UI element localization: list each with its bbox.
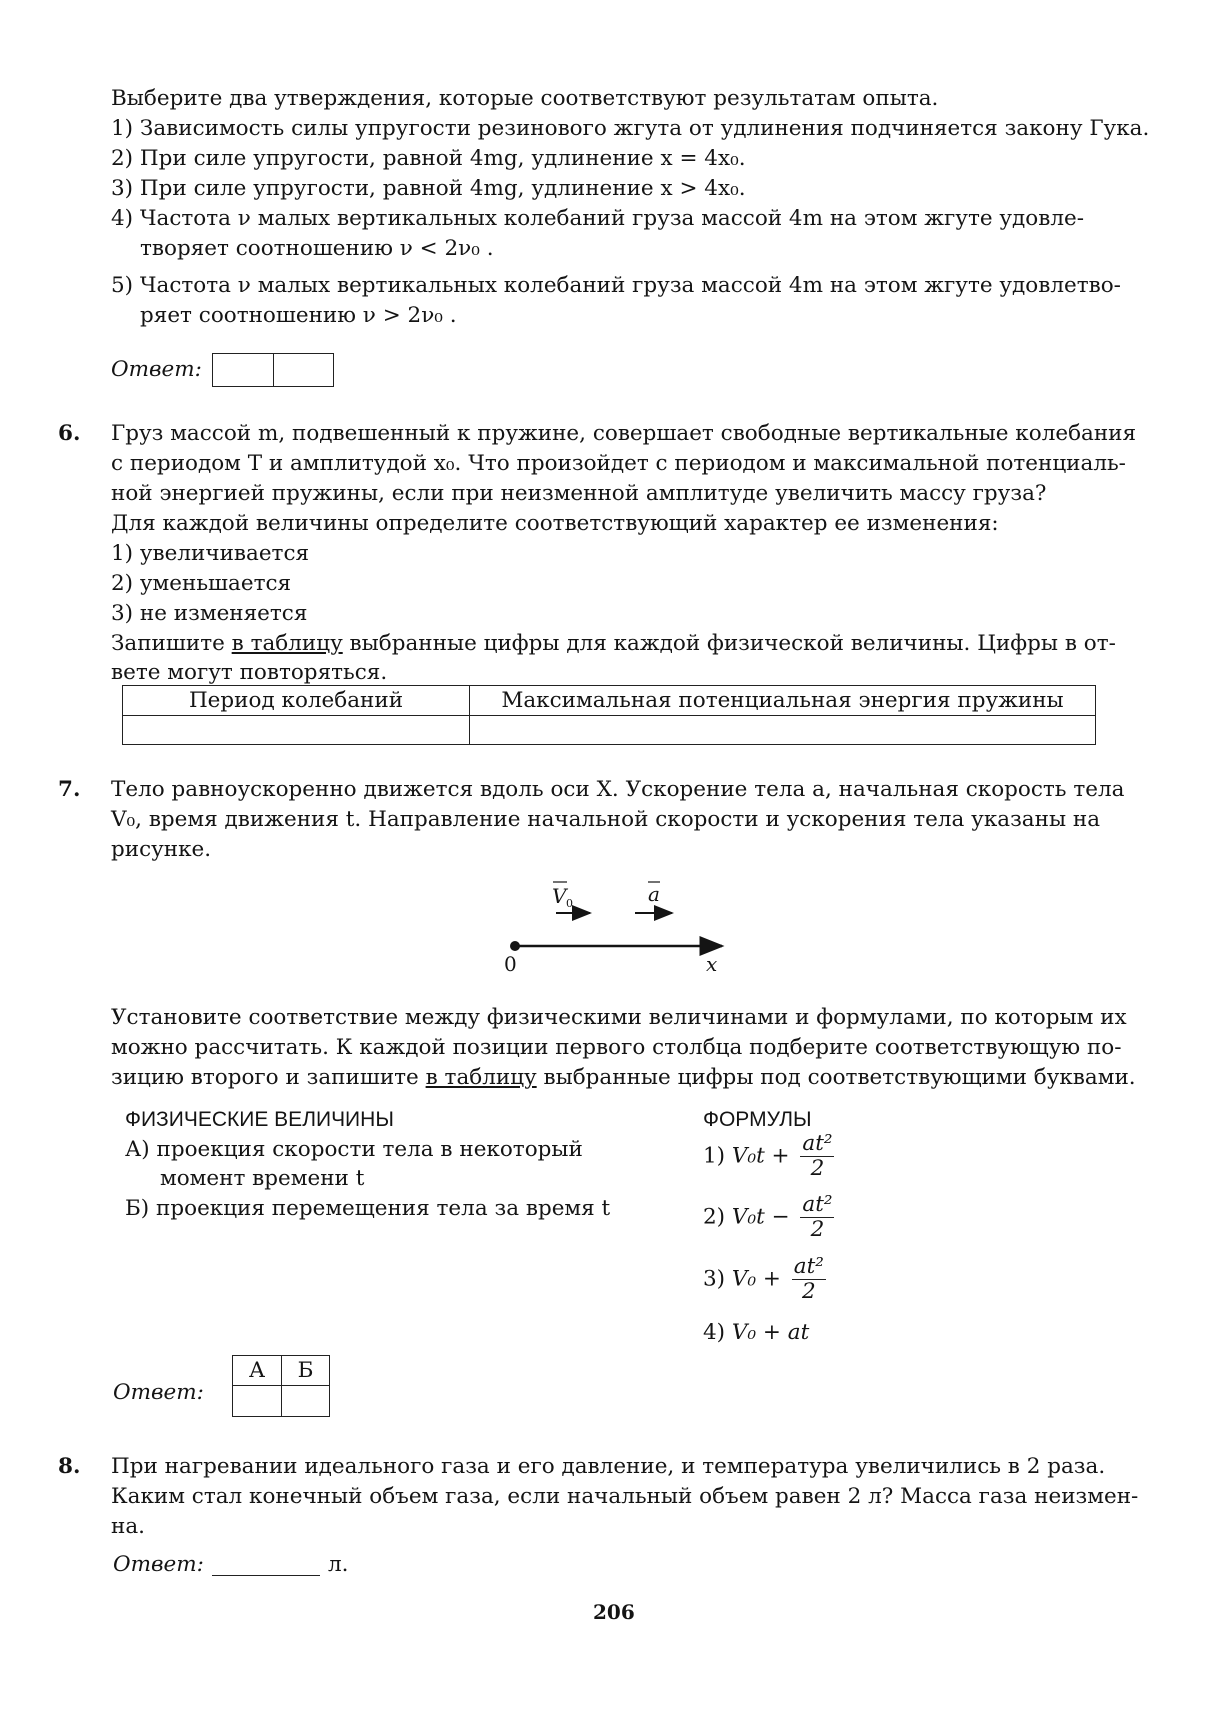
statement-2: 2) При силе упругости, равной 4mg, удлинение x = 4x₀. <box>111 146 746 171</box>
statement-5: 5) Частота ν малых вертикальных колебаний груза массой 4m на этом жгуте удовлетво- <box>111 273 1121 298</box>
velocity-subscript: 0 <box>566 897 573 910</box>
answer-label-8: Ответ: <box>113 1552 204 1577</box>
q7-answer-a[interactable] <box>233 1386 282 1417</box>
q6-header-period: Период колебаний <box>123 686 470 716</box>
q7-answer-table[interactable] <box>232 1355 330 1417</box>
q7-match-line-1: Установите соответствие между физическими величинами и формулами, по которым их <box>111 1005 1127 1030</box>
q6-number: 6. <box>58 421 81 446</box>
formulas-heading: ФОРМУЛЫ <box>703 1108 812 1131</box>
formula-4: 4) V₀ + at <box>703 1320 810 1345</box>
statement-1: 1) Зависимость силы упругости резинового жгута от удлинения подчиняется закону Гука. <box>111 116 1150 141</box>
q6-line-3: ной энергией пружины, если при неизменной амплитуде увеличить массу груза? <box>111 481 1047 506</box>
q8-unit: л. <box>328 1552 349 1577</box>
acceleration-label: a <box>648 882 660 906</box>
q7-line-1: Тело равноускоренно движется вдоль оси X. Ускорение тела a, начальная скорость тела <box>111 777 1125 802</box>
q6-line-1: Груз массой m, подвешенный к пружине, совершает свободные вертикальные колебания <box>111 421 1137 446</box>
q8-answer-line[interactable] <box>212 1575 320 1576</box>
q7-line-3: рисунке. <box>111 837 212 862</box>
q8-line-3: на. <box>111 1514 145 1539</box>
q7-line-2: V₀, время движения t. Направление начальной скорости и ускорения тела указаны на <box>111 807 1101 832</box>
q8-line-2: Каким стал конечный объем газа, если начальный объем равен 2 л? Масса газа неизмен- <box>111 1484 1139 1509</box>
q6-instruction-1: Запишите в таблицу выбранные цифры для каждой физической величины. Цифры в от- <box>111 631 1116 656</box>
answer-box-5[interactable] <box>212 353 334 387</box>
quantity-a-cont: момент времени t <box>160 1166 365 1191</box>
q6-option-2: 2) уменьшается <box>111 571 292 596</box>
answer-cell-1[interactable] <box>213 354 274 387</box>
statement-3: 3) При силе упругости, равной 4mg, удлинение x > 4x₀. <box>111 176 746 201</box>
quantity-a: А) проекция скорости тела в некоторый <box>125 1137 583 1162</box>
answer-label-7: Ответ: <box>113 1380 204 1405</box>
statement-4-cont: творяет соотношению ν < 2ν₀ . <box>140 236 494 261</box>
q7-col-a: А <box>233 1356 282 1386</box>
q8-line-1: При нагревании идеального газа и его давление, и температура увеличились в 2 раза. <box>111 1454 1106 1479</box>
q6-answer-period[interactable] <box>123 716 470 745</box>
physical-quantities-heading: ФИЗИЧЕСКИЕ ВЕЛИЧИНЫ <box>125 1108 394 1131</box>
formula-1: 1) V₀t + $\frac{\text{at²}}{2}$ <box>703 1131 833 1181</box>
origin-dot <box>510 941 520 951</box>
q6-option-3: 3) не изменяется <box>111 601 308 626</box>
velocity-label: V <box>552 884 567 908</box>
q6-option-1: 1) увеличивается <box>111 541 310 566</box>
formula-2: 2) V₀t − $\frac{\text{at²}}{2}$ <box>703 1192 833 1242</box>
page-number: 206 <box>593 1600 635 1624</box>
q6-line-2: с периодом T и амплитудой x₀. Что произойдет с периодом и максимальной потенциаль- <box>111 451 1126 476</box>
q6-line-4: Для каждой величины определите соответствующий характер ее изменения: <box>111 511 999 536</box>
q7-answer-b[interactable] <box>282 1386 330 1417</box>
q8-number: 8. <box>58 1454 81 1479</box>
quantity-b: Б) проекция перемещения тела за время t <box>125 1196 611 1221</box>
top-intro: Выберите два утверждения, которые соответствуют результатам опыта. <box>111 86 939 111</box>
q6-instruction-2: вете могут повторяться. <box>111 660 388 685</box>
motion-figure <box>490 875 740 975</box>
q6-answer-table[interactable] <box>122 685 1096 745</box>
q6-header-energy: Максимальная потенциальная энергия пружины <box>470 686 1096 716</box>
formula-3: 3) V₀ + $\frac{\text{at²}}{2}$ <box>703 1254 824 1304</box>
answer-label-5: Ответ: <box>111 357 202 382</box>
statement-4: 4) Частота ν малых вертикальных колебаний груза массой 4m на этом жгуте удовле- <box>111 206 1084 231</box>
statement-5-cont: ряет соотношению ν > 2ν₀ . <box>140 303 457 328</box>
q7-match-line-3: зицию второго и запишите в таблицу выбранные цифры под соответствующими буквами. <box>111 1065 1136 1090</box>
origin-label: 0 <box>504 952 517 975</box>
q7-number: 7. <box>58 777 81 802</box>
axis-label: x <box>706 952 718 975</box>
q7-col-b: Б <box>282 1356 330 1386</box>
q7-match-line-2: можно рассчитать. К каждой позиции первого столбца подберите соответствующую по- <box>111 1035 1122 1060</box>
q6-answer-energy[interactable] <box>470 716 1096 745</box>
answer-cell-2[interactable] <box>274 354 334 387</box>
